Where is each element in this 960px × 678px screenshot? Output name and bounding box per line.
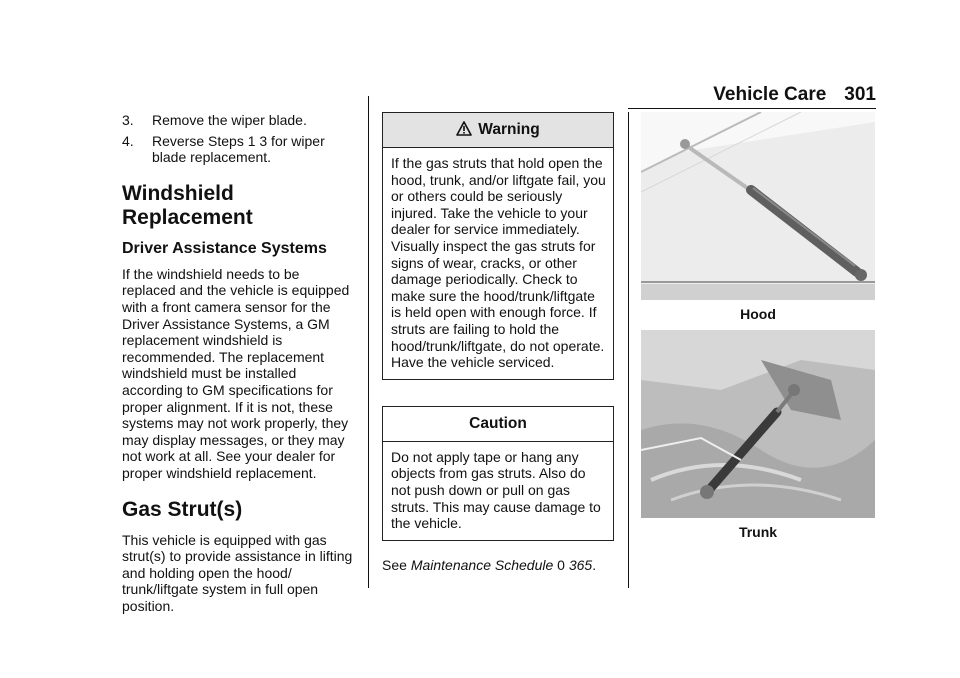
header-rule [628,108,876,109]
column-divider [368,96,369,588]
column-divider [628,112,629,588]
caution-text: Do not apply tape or hang any objects from gas struts. Also do not push down or pull on gas struts. This may cause damage to the vehicle. [391,448,601,532]
warning-title-bar [383,113,613,148]
das-paragraph: If the windshield needs to be replaced and the vehicle is equipped with a front camera sensor for the Driver Assistance Systems, a GM replacement windshield is recommended. The replacement windshield must be installed according to GM specifications for proper alignment. If it is not, these systems may not work properly, they may display messages, or they may not work at all. See your dealer for proper windshield replacement. [122,265,350,481]
middle-column [382,112,614,573]
trunk-strut-illustration [641,330,875,518]
warning-icon [456,121,472,136]
page-number: 301 [844,84,876,105]
gas-strut-paragraph: This vehicle is equipped with gas strut(s) to provide assistance in lifting and holding open the hood/ trunk/liftgate system in full open position. [122,531,353,614]
page-header [713,84,876,106]
hood-caption: Hood [740,306,776,322]
warning-title: Warning [478,121,540,138]
hood-strut-illustration [641,112,875,300]
step-text: Reverse Steps 1 3 for wiper blade replacement. [152,132,325,166]
trunk-caption: Trunk [738,524,778,540]
warning-box [382,112,614,380]
page-ref-arrow: 0 [557,556,565,573]
windshield-heading: Windshield Replacement [122,181,253,229]
caution-box [382,406,614,541]
step-text: Remove the wiper blade. [152,112,307,128]
step-item: 4. Reverse Steps 1 3 for wiper blade replacement. [122,133,354,166]
das-subheading: Driver Assistance Systems [122,239,327,257]
right-column [641,112,875,548]
warning-text: If the gas struts that hold open the hood, trunk, and/or liftgate fail, you or others could be seriously injured. Take the vehicle to your dealer for service immediately. Visually inspect the gas struts for signs of wear, cracks, or other damage periodically. Check to make sure the hood/trunk/liftgate is held open with enough force. If struts are failing to hold the hood/trunk/liftgate, do not operate. Have the vehicle serviced. [391,155,606,371]
caution-title: Caution [383,407,613,442]
left-column [122,112,354,614]
step-item: 3. Remove the wiper blade. [122,112,307,128]
maintenance-schedule-link[interactable]: Maintenance Schedule [410,556,554,573]
see-reference: See Maintenance Schedule 0 365. [382,556,597,573]
gas-strut-heading: Gas Strut(s) [122,497,243,521]
page-ref-number: 365 [568,556,593,573]
section-title: Vehicle Care [713,84,827,105]
